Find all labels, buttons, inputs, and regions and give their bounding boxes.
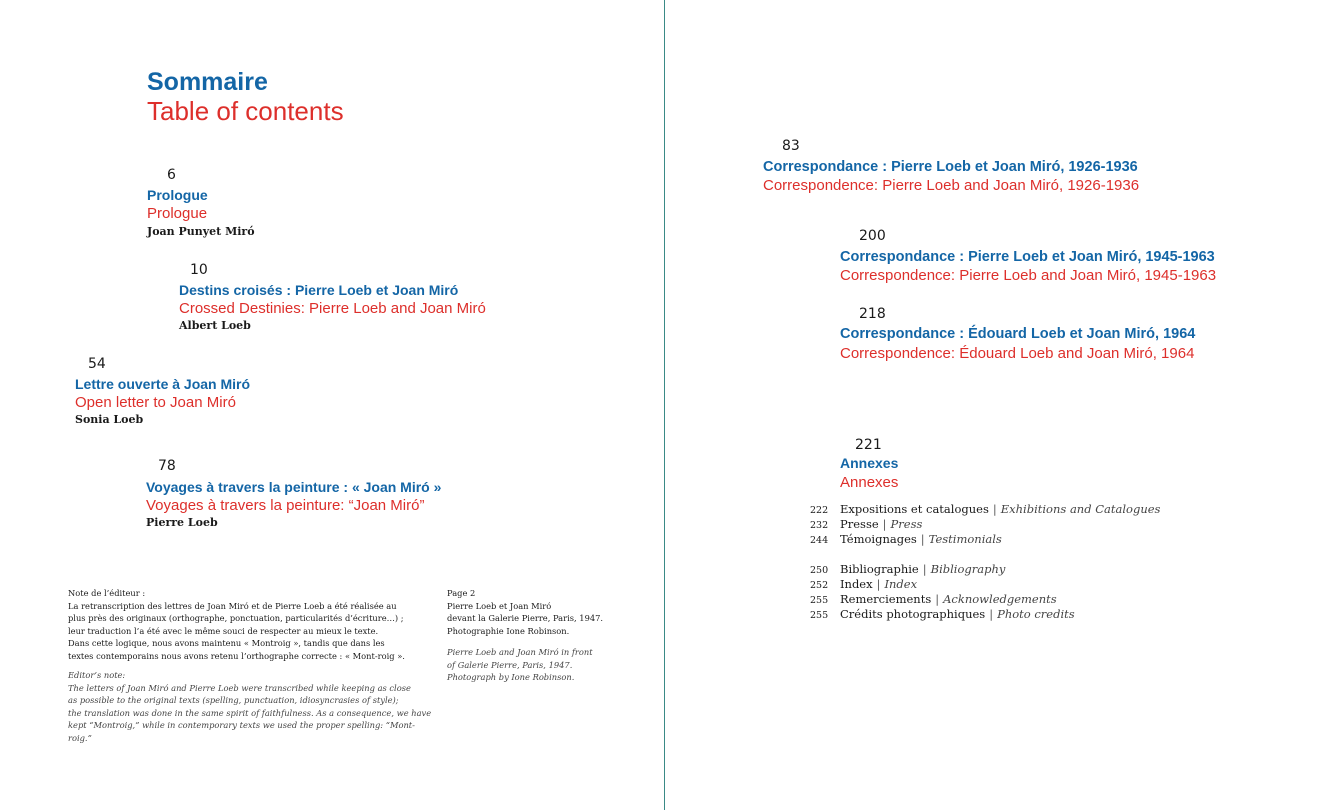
- editor-note-line: La retranscription des lettres de Joan Miró et de Pierre Loeb a été réalisée au: [68, 600, 397, 611]
- page-number: 83: [782, 138, 800, 154]
- annex-title-en: Bibliography: [930, 562, 1006, 576]
- annex-item[interactable]: [810, 502, 1160, 516]
- caption-line-en: Photograph by Ione Robinson.: [447, 672, 575, 682]
- entry-title-en: Correspondence: Pierre Loeb and Joan Miró, 1926-1936: [763, 177, 1140, 194]
- page-spine: [664, 0, 665, 810]
- annex-title-en: Exhibitions and Catalogues: [1000, 502, 1161, 516]
- entry-author: Sonia Loeb: [75, 413, 144, 426]
- page-number: 78: [158, 458, 176, 474]
- page-number: 10: [190, 262, 208, 278]
- entry-title-en: Correspondence: Édouard Loeb and Joan Miró, 1964: [840, 345, 1195, 362]
- annex-title-fr: Témoignages: [840, 532, 917, 546]
- entry-title-en: Prologue: [147, 205, 208, 222]
- annex-item[interactable]: [810, 532, 1002, 546]
- editor-note-line: leur traduction l’a été avec le même souci de respecter au mieux le texte.: [68, 625, 379, 636]
- annex-title-fr: Bibliographie: [840, 562, 919, 576]
- annex-title-en: Acknowledgements: [943, 592, 1057, 606]
- editor-note-line-en: as possible to the original texts (spelling, punctuation, idiosyncrasies of style);: [68, 695, 399, 705]
- entry-title-fr: Correspondance : Pierre Loeb et Joan Miró, 1926-1936: [763, 159, 1138, 175]
- annex-page: 222: [810, 505, 829, 516]
- page-number: 218: [859, 306, 886, 322]
- editor-note-line: plus près des originaux (orthographe, ponctuation, particularités d’écriture…) ;: [68, 613, 404, 623]
- entry-author: Pierre Loeb: [146, 516, 218, 529]
- page-number: 200: [859, 228, 886, 244]
- entry-title-fr: Lettre ouverte à Joan Miró: [75, 376, 251, 392]
- entry-title-fr: Destins croisés : Pierre Loeb et Joan Miró: [179, 282, 459, 298]
- editor-note-line: textes contemporains nous avons retenu l’orthographe correcte : « Mont-roig ».: [68, 650, 405, 661]
- page-number: 54: [88, 356, 106, 372]
- editor-note-line-en: kept “Montroig,” while in contemporary texts we used the proper spelling: “Mont-roig.”: [68, 720, 415, 743]
- entry-title-fr: Correspondance : Édouard Loeb et Joan Miró, 1964: [840, 326, 1196, 342]
- annex-item[interactable]: [810, 577, 917, 591]
- entry-title-fr: Correspondance : Pierre Loeb et Joan Miró, 1945-1963: [840, 249, 1215, 265]
- annex-title-en: Press: [890, 517, 923, 531]
- entry-title-en: Crossed Destinies: Pierre Loeb and Joan Miró: [179, 300, 486, 317]
- entry-title-en: Voyages à travers la peinture: “Joan Miró”: [146, 497, 425, 514]
- annex-page: 255: [810, 595, 829, 606]
- editor-note-line: Dans cette logique, nous avons maintenu « Montroig », tandis que dans les: [68, 638, 385, 648]
- entry-author: Joan Punyet Miró: [147, 225, 255, 238]
- annex-separator: |: [989, 607, 994, 621]
- editor-note-line-en: the translation was done in the same spirit of faithfulness. As a consequence, we have: [68, 707, 432, 718]
- editor-note-heading-en: Editor’s note:: [68, 670, 126, 680]
- entry-title-fr: Annexes: [840, 455, 899, 471]
- annex-title-en: Testimonials: [928, 532, 1002, 546]
- entry-title-en: Correspondence: Pierre Loeb and Joan Miró, 1945-1963: [840, 267, 1217, 284]
- photo-caption: [447, 587, 647, 684]
- annex-page: 250: [810, 565, 829, 576]
- entry-title-en: Annexes: [840, 474, 899, 491]
- annex-separator: |: [876, 577, 881, 591]
- editor-note-heading-fr: Note de l’éditeur :: [68, 588, 146, 598]
- annex-separator: |: [935, 592, 940, 606]
- page-title-en: Table of contents: [147, 96, 344, 126]
- annex-separator: |: [992, 502, 997, 516]
- annex-title-en: Index: [884, 577, 918, 591]
- page-title-fr: Sommaire: [147, 68, 268, 96]
- annex-item[interactable]: [810, 517, 922, 531]
- caption-line: Photographie Ione Robinson.: [447, 625, 570, 636]
- annex-page: 244: [810, 535, 829, 546]
- page-number: 221: [855, 437, 882, 453]
- annex-page: 232: [810, 520, 829, 531]
- entry-author: Albert Loeb: [179, 319, 251, 332]
- annex-title-fr: Crédits photographiques: [840, 607, 986, 621]
- annex-title-fr: Expositions et catalogues: [840, 502, 989, 516]
- annex-item[interactable]: [810, 562, 1005, 576]
- annex-item[interactable]: [810, 607, 1075, 621]
- annex-separator: |: [922, 562, 927, 576]
- entry-title-fr: Prologue: [147, 187, 208, 203]
- entry-title-fr: Voyages à travers la peinture : « Joan Miró »: [146, 479, 442, 495]
- page-number: 6: [167, 167, 176, 183]
- caption-line-en: of Galerie Pierre, Paris, 1947.: [447, 659, 573, 670]
- editor-note: [68, 587, 433, 744]
- annex-title-fr: Index: [840, 577, 873, 591]
- annex-separator: |: [920, 532, 925, 546]
- caption-line: devant la Galerie Pierre, Paris, 1947.: [447, 613, 604, 623]
- editor-note-line-en: The letters of Joan Miró and Pierre Loeb were transcribed while keeping as close: [68, 682, 411, 693]
- annex-title-en: Photo credits: [997, 607, 1075, 621]
- entry-title-en: Open letter to Joan Miró: [75, 394, 236, 411]
- annex-page: 255: [810, 610, 829, 621]
- annex-separator: |: [882, 517, 887, 531]
- annex-title-fr: Remerciements: [840, 592, 932, 606]
- caption-line: Pierre Loeb et Joan Miró: [447, 600, 552, 611]
- caption-line-en: Pierre Loeb and Joan Miró in front: [447, 647, 593, 657]
- caption-heading: Page 2: [447, 588, 476, 598]
- right-page: [665, 0, 1330, 810]
- annex-title-fr: Presse: [840, 517, 879, 531]
- annex-page: 252: [810, 580, 829, 591]
- annex-item[interactable]: [810, 592, 1057, 606]
